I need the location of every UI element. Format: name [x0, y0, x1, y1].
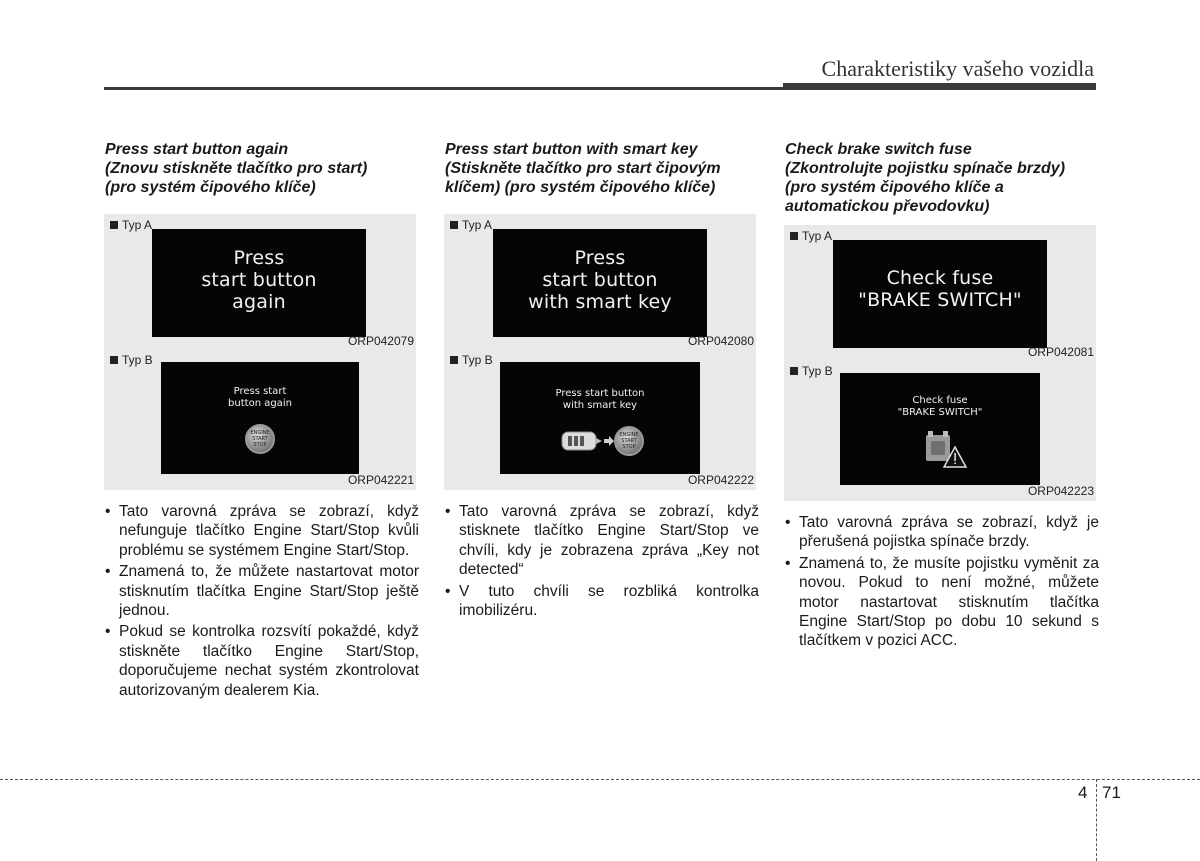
figure-code: ORP042081	[1027, 345, 1094, 359]
figure-panel	[784, 225, 1096, 501]
button-text: ENGINE	[250, 430, 270, 436]
screen-text-line: button again	[228, 398, 292, 409]
type-b-label	[450, 353, 493, 367]
square-bullet-icon	[450, 221, 458, 229]
bullet-list	[444, 502, 759, 620]
page-number: 71	[1102, 783, 1121, 802]
figure-code: ORP042080	[687, 334, 754, 348]
title-line: Check brake switch fuse	[785, 141, 972, 158]
list-item: • Tato varovná zpráva se zobrazí, když je přerušená pojistka spínače brzdy.	[784, 513, 1099, 552]
square-bullet-icon	[790, 367, 798, 375]
title-line: (Zkontrolujte pojistku spínače brzdy)	[785, 160, 1066, 177]
page-header-title: Charakteristiky vašeho vozidla	[821, 56, 1094, 81]
square-bullet-icon	[450, 356, 458, 364]
smart-key-icon	[560, 430, 604, 452]
screen-text-line: Check fuse	[912, 395, 968, 406]
square-bullet-icon	[790, 232, 798, 240]
screen-text-line: Check fuse	[886, 267, 994, 289]
figure-code: ORP042222	[687, 473, 754, 487]
figure-panel	[444, 214, 756, 490]
screen-text-line: Press start	[233, 386, 287, 397]
footer-dashed-rule	[0, 779, 1200, 780]
screen-text-line: Press start button	[555, 388, 645, 399]
list-item: • Znamená to, že musíte pojistku vyměnit za novou. Pokud to není možné, můžete motor nastartovat stisknutím tlačítka Engine Start/Stop po dobu 10 sekund s tlačítkem v pozici ACC.	[784, 554, 1099, 651]
list-item: • Tato varovná zpráva se zobrazí, když nefunguje tlačítko Engine Start/Stop kvůli problému se systémem Engine Start/Stop.	[104, 502, 419, 560]
type-b-text: Typ B	[462, 353, 493, 367]
type-b-text: Typ B	[802, 364, 833, 378]
header-rule-accent	[783, 83, 1096, 90]
figure-panel	[104, 214, 416, 490]
figure-code: ORP042221	[347, 473, 414, 487]
type-b-label	[790, 364, 833, 378]
screen-text-line: start button	[542, 269, 658, 291]
square-bullet-icon	[110, 356, 118, 364]
title-line: klíčem) (pro systém čipového klíče)	[445, 179, 716, 196]
column-press-start-smart-key	[444, 140, 759, 622]
screen-text-line: Press	[233, 247, 285, 269]
title-line: Press start button with smart key	[445, 141, 698, 158]
display-screen-type-a	[833, 240, 1047, 348]
screen-text-line: start button	[201, 269, 317, 291]
type-a-text: Typ A	[802, 229, 833, 243]
display-screen-type-b	[161, 362, 359, 474]
section-title	[445, 140, 759, 197]
display-screen-type-a	[493, 229, 707, 337]
fuse-warning-icon	[924, 431, 968, 471]
arrow-right-icon	[604, 436, 614, 446]
title-line: Press start button again	[105, 141, 289, 158]
title-line: (pro systém čipového klíče a	[785, 179, 1004, 196]
button-text: START	[621, 438, 637, 444]
screen-text-line: with smart key	[562, 400, 638, 411]
title-line: automatickou převodovku)	[785, 198, 990, 215]
screen-text-line: "BRAKE SWITCH"	[858, 289, 1022, 311]
screen-text-line: again	[232, 291, 286, 313]
footer-dashed-divider	[1096, 779, 1097, 861]
column-check-brake-fuse	[784, 140, 1099, 653]
figure-code: ORP042079	[347, 334, 414, 348]
screen-text-line: with smart key	[528, 291, 672, 313]
title-line: (Stiskněte tlačítko pro start čipovým	[445, 160, 721, 177]
screen-text-line: Press	[574, 247, 626, 269]
display-screen-type-b	[500, 362, 700, 474]
square-bullet-icon	[110, 221, 118, 229]
engine-start-stop-button-icon	[245, 424, 275, 454]
type-a-label	[450, 218, 492, 232]
type-a-text: Typ A	[122, 218, 153, 232]
chapter-number: 4	[1078, 783, 1088, 802]
list-item: • Znamená to, že můžete nastartovat motor stisknutím tlačítka Engine Start/Stop ještě jednou.	[104, 562, 419, 620]
type-b-label	[110, 353, 153, 367]
list-item: • Tato varovná zpráva se zobrazí, když stisknete tlačítko Engine Start/Stop ve chvíli, kdy je zobrazena zpráva „Key not detected“	[444, 502, 759, 580]
button-text: ENGINE	[619, 432, 639, 438]
bullet-list	[784, 513, 1099, 651]
type-a-label	[110, 218, 152, 232]
title-line: (pro systém čipového klíče)	[105, 179, 316, 196]
list-item: • Pokud se kontrolka rozsvítí pokaždé, když stiskněte tlačítko Engine Start/Stop, doporučujeme nechat systém zkontrolovat autorizovaným dealerem Kia.	[104, 622, 419, 700]
section-title	[785, 140, 1099, 216]
engine-start-stop-button-icon	[614, 426, 644, 456]
title-line: (Znovu stiskněte tlačítko pro start)	[105, 160, 368, 177]
figure-code: ORP042223	[1027, 484, 1094, 498]
column-press-start-again	[104, 140, 419, 702]
button-text: STOP	[253, 442, 267, 448]
section-title	[105, 140, 419, 197]
type-b-text: Typ B	[122, 353, 153, 367]
list-item: • V tuto chvíli se rozbliká kontrolka imobilizéru.	[444, 582, 759, 621]
bullet-list	[104, 502, 419, 700]
button-text: STOP	[622, 444, 636, 450]
type-a-text: Typ A	[462, 218, 493, 232]
type-a-label	[790, 229, 832, 243]
screen-text-line: "BRAKE SWITCH"	[897, 407, 983, 418]
display-screen-type-a	[152, 229, 366, 337]
display-screen-type-b	[840, 373, 1040, 485]
button-text: START	[252, 436, 268, 442]
